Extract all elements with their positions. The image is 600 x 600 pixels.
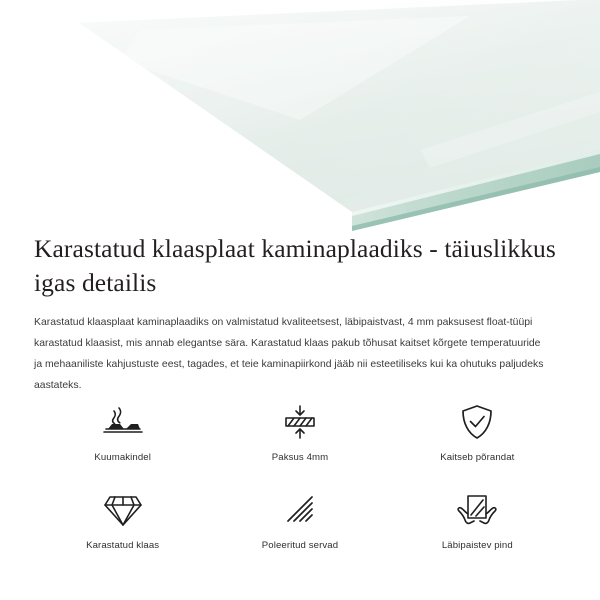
feature-label: Kuumakindel (94, 452, 151, 463)
feature-grid (34, 402, 566, 568)
diamond-icon (103, 490, 143, 530)
feature-label: Läbipaistev pind (441, 540, 513, 551)
transparent-surface-hands-icon (455, 490, 499, 530)
feature-label: Paksus 4mm (271, 452, 329, 463)
feature-label: Karastatud klaas (86, 540, 160, 551)
glass-panel-svg (0, 0, 600, 232)
hero-image (0, 0, 600, 232)
feature-item-tempered-glass (34, 490, 211, 568)
description-paragraph: Karastatud klaasplaat kaminaplaadiks on valmistatud kvaliteetsest, läbipaistvast, 4 mm paksusest float-tüüpi karastatud klaasist, mis annab elegantse sära. Karastatud klaas pakub tõhusat kaitset kõrgete temperatuuride ja mehaaniliste kahjustuste eest, tagades, et teie kaminapiirkond jääb nii esteetiliseks kui ka ohutuks paljudeks aastateks. (34, 317, 544, 391)
feature-item-heat-resistant (34, 402, 211, 480)
thickness-arrows-icon (278, 402, 322, 442)
page-title: Karastatud klaasplaat kaminaplaadiks - täiuslikkus igas detailis (34, 234, 556, 297)
feature-item-transparent-surface (389, 490, 566, 568)
shield-check-icon (459, 402, 495, 442)
feature-item-floor-protection (389, 402, 566, 480)
feature-label: Poleeritud servad (261, 540, 339, 551)
heat-resistant-icon (100, 402, 146, 442)
feature-label: Kaitseb põrandat (440, 452, 515, 463)
feature-item-thickness (211, 402, 388, 480)
text-content (0, 232, 600, 397)
feature-item-polished-edges (211, 490, 388, 568)
glass-panel-illustration (0, 0, 600, 232)
polished-edge-icon (282, 490, 318, 530)
